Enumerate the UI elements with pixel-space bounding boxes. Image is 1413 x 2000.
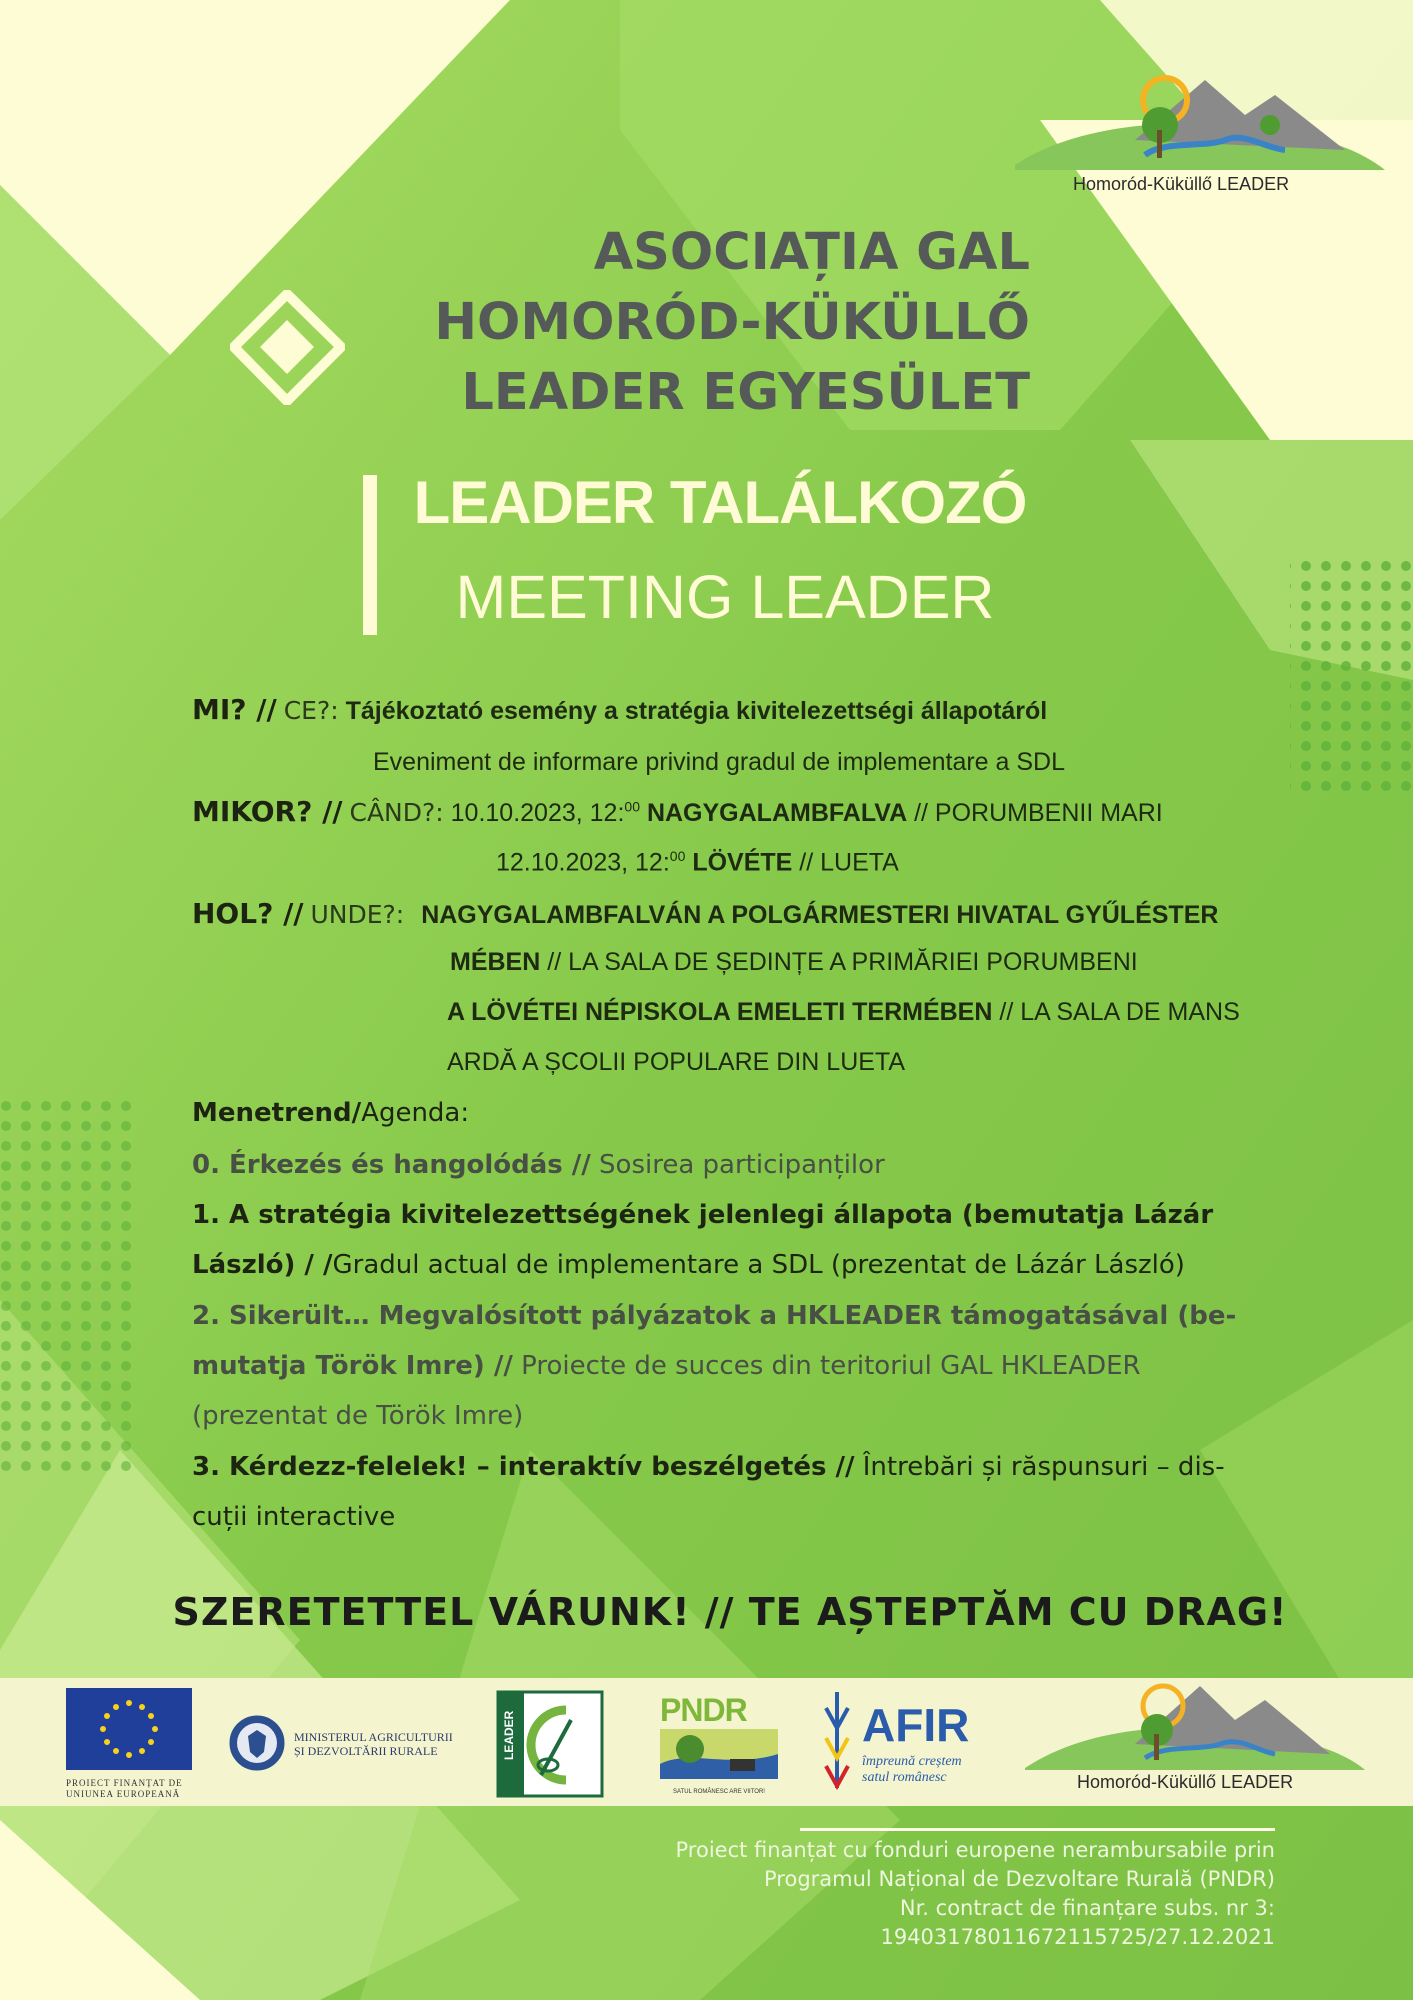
what-ro: Eveniment de informare privind gradul de implementare a SDL xyxy=(373,748,1066,776)
hk-leader-logo-small xyxy=(1025,1678,1375,1804)
logo-caption: Homoród-Küküllő LEADER xyxy=(1073,174,1290,194)
where-line-2 xyxy=(450,948,1138,977)
where-1b-hu: MÉBEN xyxy=(450,948,541,976)
org-title-line-2: HOMORÓD-KÜKÜLLŐ xyxy=(434,293,1030,352)
agenda-label-hu: Menetrend/ xyxy=(192,1098,362,1128)
where-label: HOL? // xyxy=(192,897,304,930)
closing-message: SZERETETTEL VÁRUNK! // TE AȘTEPTĂM CU DRAG! xyxy=(172,1590,1288,1634)
where-label-ro: UNDE?: xyxy=(310,900,405,929)
pndr-label: PNDR xyxy=(660,1692,747,1728)
when-1-date: 10.10.2023, 12: xyxy=(450,799,625,827)
eu-caption-1: PROIECT FINANȚAT DE xyxy=(66,1778,183,1788)
afir-tagline-1: împreună creștem xyxy=(862,1754,962,1769)
what-hu: Tájékoztató esemény a stratégia kivitelezettségi állapotáról xyxy=(345,697,1048,725)
when-label: MIKOR? // xyxy=(192,795,343,828)
footer-line-3: Nr. contract de finanțare subs. nr 3: xyxy=(899,1896,1275,1920)
footer-divider xyxy=(800,1828,1275,1831)
afir-logo xyxy=(822,1688,992,1798)
agenda-item-1-b xyxy=(192,1250,1185,1280)
when-2-place-hu: LÖVÉTE xyxy=(692,848,793,877)
when-1-sup: 00 xyxy=(624,798,640,815)
footer-line-2: Programul Național de Dezvoltare Rurală (PNDR) xyxy=(764,1867,1275,1891)
afir-tagline-2: satul românesc xyxy=(862,1770,947,1785)
meeting-title-ro: MEETING LEADER xyxy=(455,563,995,631)
agenda-item-1-a xyxy=(192,1200,1213,1230)
agenda-item-1-hu-a: 1. A stratégia kivitelezettségének jelenlegi állapota (bemutatja Lázár xyxy=(192,1200,1214,1230)
agenda-item-3 xyxy=(192,1452,1225,1482)
agenda-item-2-hu-a: 2. Sikerült… Megvalósított pályázatok a HKLEADER támogatásával (be- xyxy=(192,1301,1237,1331)
when-line-1 xyxy=(192,795,1163,828)
when-2-sup: 00 xyxy=(669,848,686,864)
agenda-item-0 xyxy=(192,1150,885,1180)
what-line xyxy=(192,693,1047,726)
agenda-item-3-hu: 3. Kérdezz-felelek! – interaktív beszélgetés // xyxy=(192,1452,855,1482)
eu-flag-icon xyxy=(66,1688,192,1770)
agenda-item-2-b xyxy=(192,1351,1141,1381)
funding-footer xyxy=(520,1836,1275,1952)
footer-line-1: Proiect finanțat cu fonduri europene nerambursabile prin xyxy=(675,1838,1275,1862)
where-1a: NAGYGALAMBFALVÁN A POLGÁRMESTERI HIVATAL GYŰLÉSTER xyxy=(421,901,1219,929)
organization-title xyxy=(370,218,1030,428)
partner-logo-strip xyxy=(0,1678,1413,1806)
afir-emblem-icon xyxy=(822,1688,852,1794)
ministry-logo xyxy=(228,1714,468,1777)
agenda-item-2-hu-b: mutatja Török Imre) // xyxy=(192,1351,513,1381)
title-accent-bar xyxy=(363,475,377,635)
hills-logo-graphic xyxy=(1015,70,1385,170)
what-label: MI? // xyxy=(192,693,277,726)
eu-caption-2: UNIUNEA EUROPEANĂ xyxy=(66,1789,181,1799)
agenda-item-2-a xyxy=(192,1301,1236,1331)
when-2-place-ro: // LUETA xyxy=(799,848,899,877)
eu-logo xyxy=(66,1688,192,1800)
leader-label: LEADER xyxy=(502,1710,516,1760)
when-1-place-ro: // PORUMBENII MARI xyxy=(914,799,1163,827)
when-2-date: 12.10.2023, 12: xyxy=(496,848,670,877)
ministry-line-2: ȘI DEZVOLTĂRII RURALE xyxy=(294,1744,438,1758)
agenda-label-ro: Agenda: xyxy=(361,1098,470,1128)
agenda-item-3-ro-b: cuții interactive xyxy=(192,1502,396,1532)
where-line-3 xyxy=(447,998,1240,1027)
footer-line-4: 19403178011672115725/27.12.2021 xyxy=(880,1925,1275,1949)
afir-label: AFIR xyxy=(862,1699,970,1751)
diamond-icon xyxy=(230,290,345,405)
org-title-line-1: ASOCIAȚIA GAL xyxy=(593,223,1030,282)
agenda-heading xyxy=(192,1098,469,1128)
agenda-item-0-ro: Sosirea participanților xyxy=(599,1150,885,1180)
where-2a-hu: A LÖVÉTEI NÉPISKOLA EMELETI TERMÉBEN xyxy=(447,998,993,1026)
ministry-line-1: MINISTERUL AGRICULTURII xyxy=(294,1730,453,1744)
government-seal-icon xyxy=(228,1714,286,1772)
where-2a-ro: // LA SALA DE MANS xyxy=(999,998,1240,1026)
org-title-line-3: LEADER EGYESÜLET xyxy=(461,363,1030,422)
meeting-title-hu: LEADER TALÁLKOZÓ xyxy=(413,469,1027,536)
where-2b: ARDĂ A ȘCOLII POPULARE DIN LUETA xyxy=(447,1048,906,1076)
hk-caption-small: Homoród-Küküllő LEADER xyxy=(1077,1772,1294,1792)
hills-logo-graphic-small xyxy=(1025,1678,1365,1774)
pndr-logo xyxy=(660,1692,778,1802)
when-label-ro: CÂND?: xyxy=(349,798,444,827)
agenda-item-1-hu-b: László) / / xyxy=(192,1250,333,1280)
pndr-landscape-icon xyxy=(660,1729,778,1784)
pndr-caption: SATUL ROMÂNESC ARE VIITOR! xyxy=(673,1789,765,1795)
agenda-item-2-ro-b: (prezentat de Török Imre) xyxy=(192,1401,524,1431)
when-1-place-hu: NAGYGALAMBFALVA xyxy=(646,799,908,827)
when-line-2 xyxy=(496,848,899,877)
agenda-item-2-ro-a: Proiecte de succes din teritoriul GAL HKLEADER xyxy=(521,1351,1141,1381)
agenda-item-1-ro: Gradul actual de implementare a SDL (prezentat de Lázár László) xyxy=(332,1250,1185,1280)
what-label-ro: CE?: xyxy=(283,696,339,725)
agenda-item-3-ro-a: Întrebări și răspunsuri – dis- xyxy=(862,1452,1225,1482)
leader-logo xyxy=(496,1690,604,1798)
where-1b-ro: // LA SALA DE ȘEDINȚE A PRIMĂRIEI PORUMBENI xyxy=(547,948,1138,976)
where-line-1 xyxy=(192,897,1218,930)
hk-leader-logo xyxy=(1015,70,1385,200)
agenda-item-0-hu: 0. Érkezés és hangolódás // xyxy=(192,1150,591,1180)
